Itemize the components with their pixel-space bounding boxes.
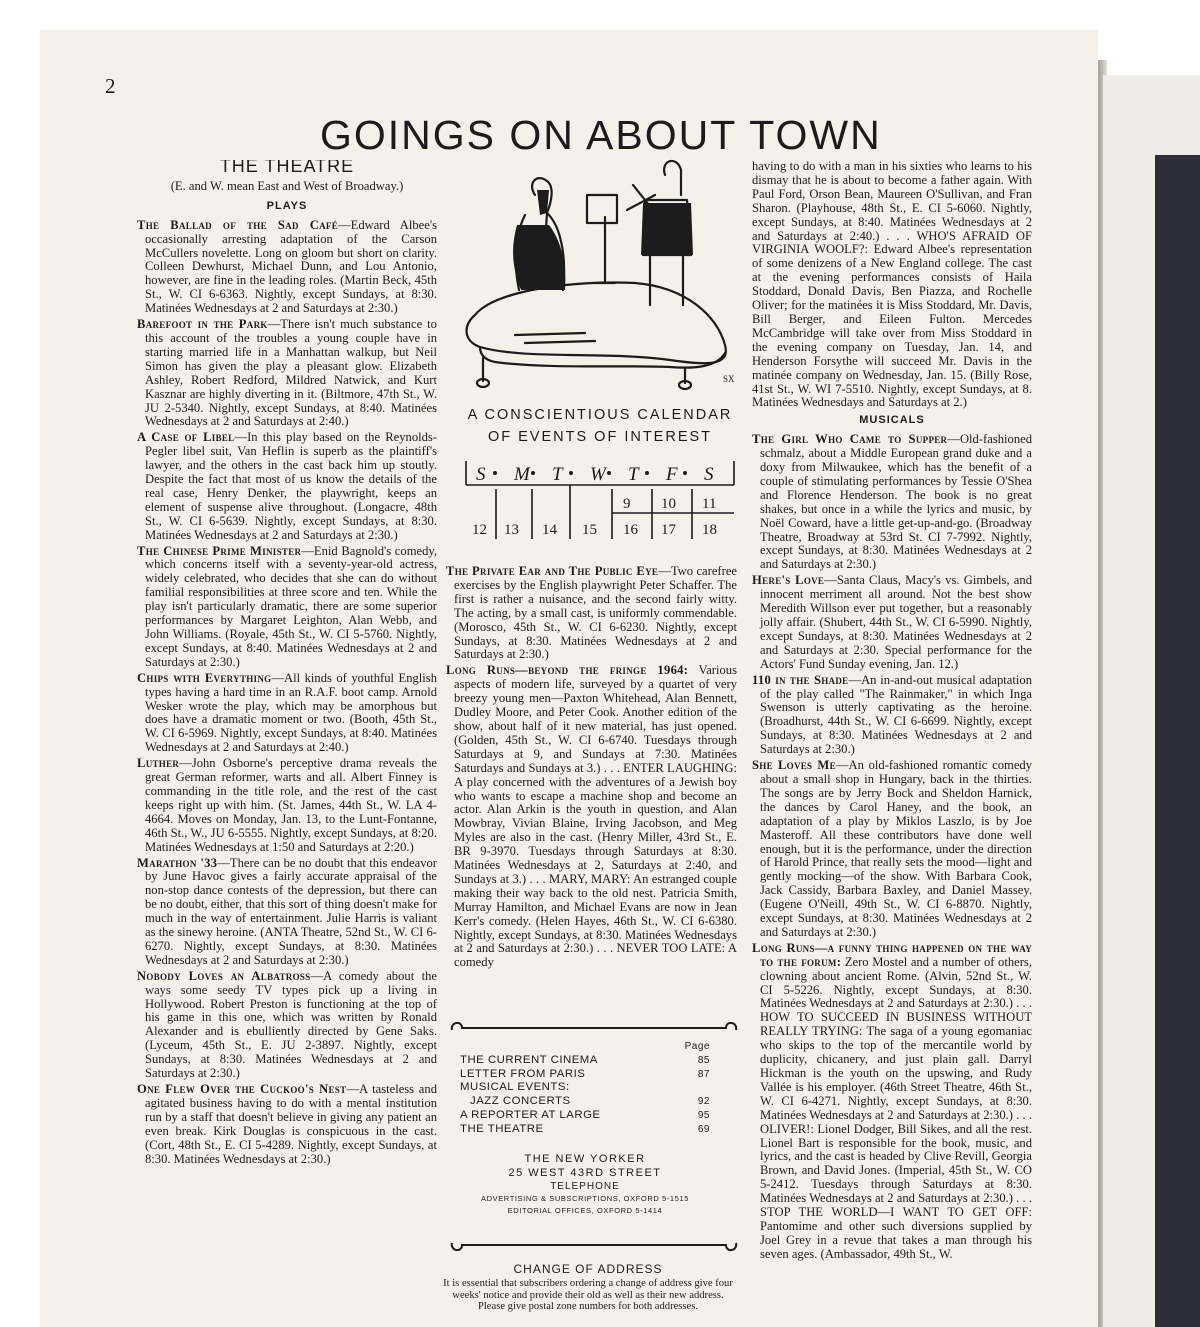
listing-title: Long Runs—a funny thing happened on the way to the forum:: [752, 940, 1032, 969]
change-of-address-box: [443, 1264, 733, 1313]
listing-text: —Enid Bagnold's comedy, which concerns itself with a seventy-year-old actress, widely celebrated, who decides that she can do without familial responsibilities at three score and ten. While the play isn't particularly dramatic, there are some superior performances by Margaret Leighton, Alan Webb, and John Williams. (Royale, 45th St., W. CI 5-5760. Nightly, except Sundays, at 8:40. Matinées Wednesdays at 2 and Saturdays at 2:30.): [145, 543, 437, 669]
listing-entry: [752, 759, 1032, 940]
calendar-separator-dot: [531, 471, 535, 475]
toc-label: THE CURRENT CINEMA: [460, 1053, 598, 1066]
listing-entry: [137, 857, 437, 968]
calendar-day-label: S: [704, 464, 714, 485]
toc-page: 95: [697, 1109, 710, 1121]
calendar-separator-dot: [607, 471, 611, 475]
listing-title: The Private Ear and The Public Eye: [446, 565, 659, 578]
listing-title: One Flew Over the Cuckoo's Nest: [137, 1082, 347, 1096]
toc-label: LETTER FROM PARIS: [460, 1067, 586, 1080]
listing-entry: [752, 574, 1032, 671]
calendar-date: 18: [702, 522, 717, 538]
continued-entry: having to do with a man in his sixties who learns to his dismay that he is about to become a father again. With Paul Ford, Orson Bean, Maureen O'Sullivan, and Fran Sharon. (Playhouse, 48th St., E. CI 5-6060. Nightly, except Sundays, at 8:40. Matinées Wednesdays at 2 and Saturdays at 2:40.) . . . WHO'S AFRAID OF VIRGINIA WOOLF?: Edward Albee's representation of some denizens of a New England college. The cast at the evening performances consists of Haila Stoddard, Donald Davis, Ben Piazza, and Rochelle Oliver; for the matinées it is Miss Stoddard, Mr. Davis, Bill Berger, and Eileen Fulton. Mercedes McCambridge will take over from Miss Stoddard in the evening company on Tuesday, Jan. 14, and Henderson Forsythe will succeed Mr. Davis in the matinée company on Wednesday, Jan. 15. (Billy Rose, 41st St., W. WI 7-5510. Nightly, except Sundays, at 8. Matinées Wednesdays and Saturdays at 2.): [752, 160, 1032, 410]
calendar-separator-dot: [569, 471, 573, 475]
calendar-date: 12: [472, 522, 487, 538]
magazine-address: 25 WEST 43RD STREET: [508, 1167, 662, 1179]
main-title: GOINGS ON ABOUT TOWN: [320, 112, 882, 158]
listing-text: —An in-and-out musical adaptation of the play called "The Rainmaker," in which Inga Swenson is utterly captivating as the heroine. (Broadhurst, 44th St., W. CI 6-6699. Nightly, except Sundays, at 8:30. Matinées Wednesdays at 2 and Saturdays at 2:30.): [760, 672, 1032, 757]
toc-row: [460, 1068, 710, 1082]
listing-entry: [137, 1083, 437, 1166]
listing-text: Zero Mostel and a number of others, clowning about ancient Rome. (Alvin, 52nd St., W. CI 5-5226. Nightly, except Sundays, at 8:30. Matinées Wednesdays at 2 and Saturdays at 2:30.) . . . HOW TO SUCCEED IN BUSINESS WITHOUT REALLY TRYING: The saga of a young egomaniac who skips to the top of the mercantile world by duplicity, chicanery, and just plain gall. Darryl Hickman is the youth on the upswing, and Rudy Vallée is his employer. (46th Street Theatre, 46th St., W. CI 6-4271. Nightly, except Sundays, at 8:30. Matinées Wednesdays at 2 and Saturdays at 2:30.) . . . OLIVER!: Lionel Dodger, Bill Sikes, and all the rest. Lionel Bart is responsible for the book, music, and lyrics, and the cast is headed by Clive Revill, Georgia Brown, and David Jones. (Imperial, 45th St., W. CO 5-2412. Tuesdays through Saturdays at 8:30. Matinées Wednesdays at 2 and Saturdays at 2:30.) . . . STOP THE WORLD—I WANT TO GET OFF: Pantomime and other such diversions supplied by Joel Grey in a revue that takes a man through his seven ages. (Ambassador, 49th St., W.: [760, 954, 1032, 1261]
toc-page: 87: [697, 1068, 710, 1080]
listing-entry: [137, 545, 437, 670]
listing-text: —In this play based on the Reynolds-Pegler libel suit, Van Heflin is superb as the plaintiff's lawyer, and the others in the cast back him up stoutly. Despite the fact that most of us know the details of the real case, Henry Denker, the playwright, keeps an element of suspense alive throughout. (Longacre, 48th St., W. CI 6-5639. Nightly, except Sundays, at 8:30. Matinées Wednesdays at 2 and Saturdays at 2:30.): [145, 430, 437, 542]
listing-title: Here's Love: [752, 573, 825, 588]
listing-text: —There isn't much substance to this account of the troubles a young couple have in starting married life in a Manhattan walkup, but Neil Simon has given the play a pleasant glow. Elizabeth Ashley, Robert Redford, Mildred Natwick, and Kurt Kasznar are highly diverting in it. (Biltmore, 47th St., W. JU 2-5340. Nightly, except Sundays, at 8:40. Matinées Wednesdays at 2 and Saturdays at 2:40.): [145, 317, 437, 429]
svg-text:SX: SX: [723, 374, 735, 384]
magazine-name: THE NEW YORKER: [524, 1153, 646, 1165]
listing-entry: [137, 970, 437, 1081]
toc-page-header: [460, 1040, 710, 1054]
listing-entry: [137, 431, 437, 542]
toc-label: JAZZ CONCERTS: [470, 1095, 571, 1108]
listing-title: The Ballad of the Sad Café: [137, 217, 339, 232]
toc-page: 85: [697, 1054, 710, 1066]
calendar-title-line1: A CONSCIENTIOUS CALENDAR: [467, 407, 733, 423]
ornamental-rule-top: [448, 1018, 740, 1038]
calendar-grid: [462, 459, 738, 541]
calendar-day-label: M: [514, 464, 530, 485]
listing-text: —Santa Claus, Macy's vs. Gimbels, and innocent merriment all around. Not the best show Meredith Willson ever put together, but a reasonably jolly affair. (Shubert, 44th St., W. CI 6-5990. Nightly, except Sundays, at 8:30. Matinées Wednesdays at 2 and Saturdays at 2:30. Special performance for the Actors' Fund Sunday evening, Jan. 12.): [760, 573, 1032, 671]
calendar-day-label: F: [666, 464, 678, 485]
section-note: (E. and W. mean East and West of Broadway.): [170, 178, 404, 193]
toc-label: A REPORTER AT LARGE: [460, 1108, 601, 1121]
listing-text: —A tasteless and agitated business having to do with a mental institution run by a staff that doesn't believe in giving any patient an even break. Kirk Douglas is conspicuous in the cast. (Cort, 48th St., E. CI 5-4289. Nightly, except Sundays, at 8:30. Matinées Wednesdays at 2:30.): [145, 1082, 437, 1166]
listing-text: —Old-fashioned schmalz, about a Middle European grand duke and a doxy from Milwaukee, which has the benefit of a couple of stimulating performances by Tessie O'Shea and Florence Henderson. The book is no great shakes, but once in a while the lyrics and music, by Noël Coward, have a little get-up-and-go. (Broadway Theatre, Broadway at 53rd St. CI 7-7992. Nightly, except Sundays, at 8:30. Matinées Wednesdays at 2 and Saturdays at 2:30.): [760, 432, 1032, 572]
telephone-label: TELEPHONE: [550, 1181, 620, 1192]
calendar-date: 16: [623, 522, 638, 538]
listing-text: —All kinds of youthful English types having a hard time in an R.A.F. boot camp. Arnold Wesker wrote the play, which may be amorphous but does have a dramatic moment or two. (Booth, 45th St., W. CI 6-5969. Nightly, except Sundays, at 8:40. Matinées Wednesdays at 2 and Saturdays at 2:40.): [145, 670, 437, 755]
calendar-date: 14: [542, 522, 557, 538]
listing-text: —A comedy about the ways some seedy TV types pick up a living in Hollywood. Robert Preston is functioning at the top of his game in this one, which was written by Ronald Alexander and is ebulliently directed by Gene Saks. (Lyceum, 45th St., E. JU 2-3897. Nightly, except Sundays, at 8:30. Matinées Wednesdays at 2 and Saturdays at 2:30.): [145, 968, 437, 1081]
new-yorker-masthead: [455, 1152, 715, 1217]
calendar-separator-dot: [493, 471, 497, 475]
calendar-day-label: W: [590, 464, 606, 485]
change-of-address-title: CHANGE OF ADDRESS: [513, 1262, 663, 1276]
piano-violin-illustration: [455, 155, 755, 393]
listing-text: —Edward Albee's occasionally arresting adaptation of the Carson McCullers novelette. Long on gloom but short on clarity. Colleen Dewhurst, Michael Dunn, and Lou Antonio, however, are fine in the leading roles. (Martin Beck, 45th St., W. CI 6-6363. Nightly, except Sundays, at 8:30. Matinées Wednesdays at 2 and Saturdays at 2:30.): [145, 217, 437, 316]
ornamental-rule-bottom: [448, 1235, 740, 1255]
listing-text: —John Osborne's perceptive drama reveals the great German reformer, warts and all. Albert Finney is commanding in the title role, and the rest of the cast keeps right up with him. (St. James, 44th St., W. LA 4-4664. Moves on Monday, Jan. 13, to the Lunt-Fontanne, 46th St., W., JU 6-5555. Nightly, except Sundays, at 8:20. Matinées Wednesdays at 1:50 and Saturdays at 2:20.): [145, 756, 437, 854]
toc-row: [460, 1054, 710, 1068]
calendar-title: [450, 404, 750, 448]
calendar-date: 11: [702, 496, 717, 512]
listing-title: Chips with Everything: [137, 670, 272, 685]
listing-title: Barefoot in the Park: [137, 317, 268, 332]
listing-entry: [752, 674, 1032, 757]
toc-page: 92: [697, 1096, 710, 1108]
listing-entry: [137, 318, 437, 429]
listing-text: Various aspects of modern life, surveyed by a quartet of very breezy young men—Paxton Whitehead, Alan Bennett, Dudley Moore, and Peter Cook. Another edition of the show, about half of it new material, has just opened. (Golden, 45th St., W. CI 6-6740. Tuesdays through Saturdays at 9, and Sundays at 7:30. Matinées Saturdays and Sundays at 3.) . . . ENTER LAUGHING: A play concerned with the adventures of a Jewish boy who wants to escape a machine shop and become an actor. Alan Arkin is the youth in question, and Alan Mowbray, Vivian Blaine, Irving Jacobson, and Meg Myles are also in the cast. (Henry Miller, 43rd St., E. BR 9-3970. Tuesdays through Saturdays at 8:30. Matinées Wednesdays at 2, Saturdays at 2:40, and Sundays at 3.) . . . MARY, MARY: An estranged couple making their way back to the old nest. Patricia Smith, Murray Hamilton, and Michael Evans are now in Jean Kerr's comedy. (Helen Hayes, 46th St., W. CI 6-6380. Nightly, except Sundays, at 8:30. Matinées Wednesdays at 2 and Saturdays at 2:30.) . . . NEVER TOO LATE: A comedy: [454, 663, 737, 970]
listing-title: The Girl Who Came to Supper: [752, 432, 948, 447]
calendar-day-label: T: [628, 464, 639, 485]
toc-page-label: Page: [684, 1041, 710, 1052]
listing-entry: [752, 433, 1032, 572]
calendar-separator-dot: [645, 471, 649, 475]
toc-row: [460, 1081, 710, 1095]
editorial-line: EDITORIAL OFFICES, OXFORD 5-1414: [507, 1206, 663, 1215]
listing-title: The Chinese Prime Minister: [137, 543, 302, 558]
listing-text: —There can be no doubt that this endeavor by June Havoc gives a fairly accurate appraisal of the non-stop dance contests of the depression, but there can be no doubt, either, that this sort of thing doesn't make for much in the way of entertainment. Julie Harris is valiant as the sinewy heroine. (ANTA Theatre, 52nd St., W. CI 6-6270. Nightly, except Sundays, at 8:30. Matinées Wednesdays at 2 and Saturdays at 2:30.): [145, 855, 437, 967]
listing-entry: [137, 757, 437, 854]
listing-text: —An old-fashioned romantic comedy about a small shop in Hungary, back in the thirties. The songs are by Jerry Bock and Sheldon Harnick, the dances by Carol Haney, and the book, an adaptation of a play by Miklos Laszlo, is by Joe Masteroff. All these contributors have done well enough, but it is the performance, under the direction of Harold Prince, that really sets the mood—light and gently mocking—of the show. With Barbara Cook, Jack Cassidy, Barbara Baxley, and Daniel Massey. (Eugene O'Neill, 49th St., W. CI 6-8870. Nightly, except Sundays, at 8:30. Matinées Wednesdays at 2 and Saturdays at 2:30.): [760, 758, 1032, 939]
contents-index: [460, 1040, 710, 1137]
listing-title: A Case of Libel: [137, 430, 235, 445]
column-right: [752, 160, 1032, 1327]
musicals-heading: MUSICALS: [859, 414, 925, 427]
change-of-address-text: It is essential that subscribers ordering a change of address give four weeks' notice and provide their old as well as their new address. Please give postal zone numbers for both addresses.: [443, 1277, 733, 1313]
listing-title: Marathon '33: [137, 855, 218, 870]
calendar-separator-dot: [683, 471, 687, 475]
listing-title: 110 in the Shade: [752, 672, 849, 687]
listing-text: —Two carefree exercises by the English playwright Peter Schaffer. The first is rather a nuisance, and the second fairly witty. The acting, by a small cast, is uniformly commendable. (Morosco, 45th St., W. CI 6-6230. Nightly, except Sundays, at 8:30. Matinées Wednesdays at 2 and Saturdays at 2:30.): [454, 565, 737, 662]
toc-page: 69: [697, 1123, 710, 1135]
toc-rows: [460, 1054, 710, 1137]
calendar-date: 13: [504, 522, 519, 538]
facing-page-edge: [1103, 75, 1200, 1327]
middle-entries-list: [446, 565, 737, 970]
calendar-date: 9: [623, 496, 631, 512]
listing-entry: [137, 672, 437, 755]
toc-label: THE THEATRE: [460, 1122, 544, 1135]
listing-entry: [752, 942, 1032, 1262]
toc-row: [460, 1095, 710, 1109]
listing-title: Nobody Loves an Albatross: [137, 968, 311, 983]
calendar-date: 15: [582, 522, 597, 538]
advertising-line: ADVERTISING & SUBSCRIPTIONS, OXFORD 5-1515: [480, 1194, 690, 1203]
column-left: [137, 160, 437, 1320]
calendar-date: 17: [661, 522, 676, 538]
musicals-list: [752, 433, 1032, 1261]
column-middle: [446, 565, 737, 1020]
plays-list: [137, 219, 437, 1167]
page-number: 2: [105, 74, 116, 98]
listing-entry: [446, 565, 737, 662]
listing-title: Luther: [137, 756, 180, 771]
facing-page-dark-panel: [1155, 155, 1200, 1327]
calendar-day-label: T: [552, 464, 563, 485]
section-title-theatre: THE THEATRE: [219, 160, 355, 176]
toc-row: [460, 1109, 710, 1123]
plays-heading: PLAYS: [266, 199, 308, 212]
listing-entry: [137, 219, 437, 316]
calendar-title-line2: OF EVENTS OF INTEREST: [487, 429, 713, 445]
calendar-date: 10: [661, 496, 676, 512]
calendar-day-label: S: [476, 464, 486, 485]
listing-title: Long Runs—beyond the fringe 1964:: [446, 663, 689, 678]
listing-title: She Loves Me: [752, 758, 836, 773]
toc-label: MUSICAL EVENTS:: [460, 1081, 570, 1094]
toc-row: [460, 1123, 710, 1137]
listing-entry: [446, 664, 737, 970]
